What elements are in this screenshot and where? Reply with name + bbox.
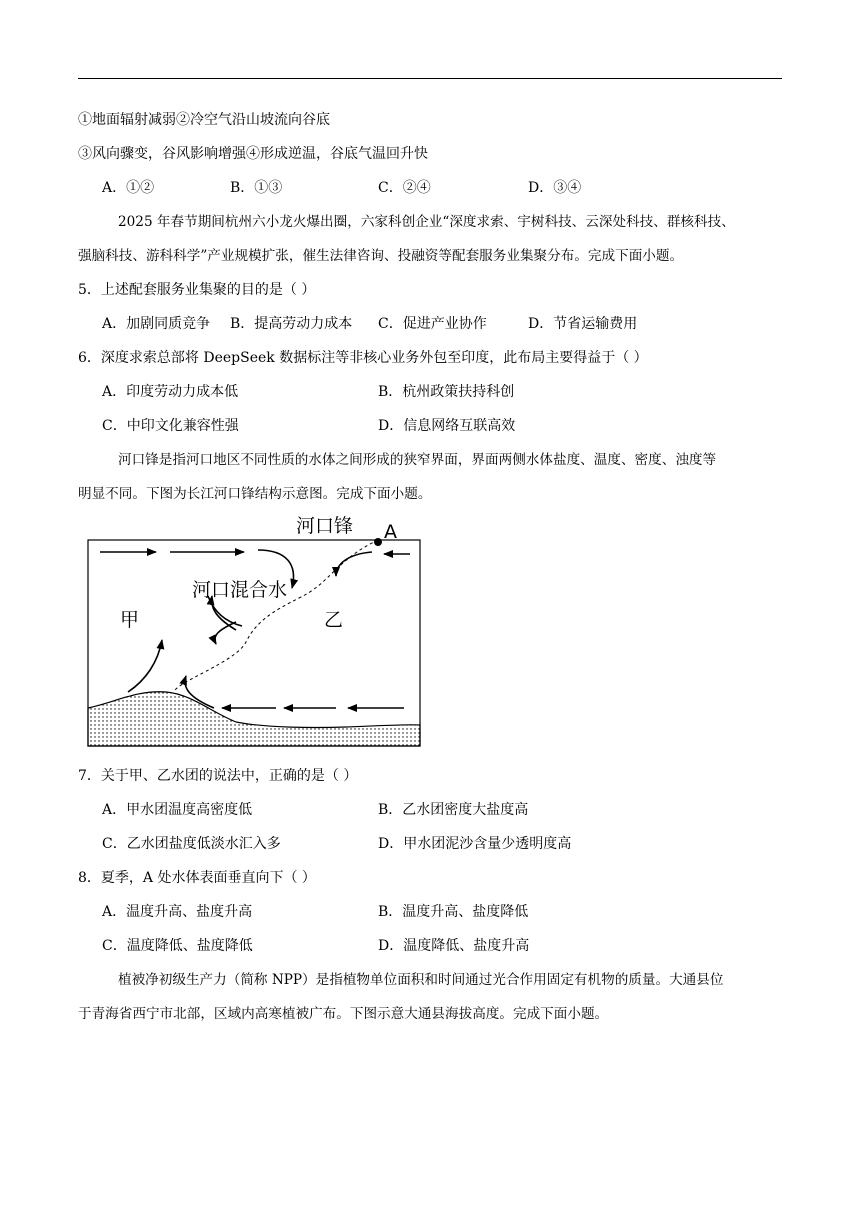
estuary-front-diagram <box>86 512 426 752</box>
q6-option-b[interactable]: B．杭州政策扶持科创 <box>378 384 515 400</box>
q6-option-d[interactable]: D．信息网络互联高效 <box>378 418 516 434</box>
q8-stem: 8．夏季，A 处水体表面垂直向下（ ） <box>78 870 316 886</box>
seabed-sediment <box>88 692 420 746</box>
q4-option-c[interactable]: C．②④ <box>378 180 431 196</box>
intro1-line-2: 强脑科技、游科科学”产业规模扩张，催生法律咨询、投融资等配套服务业集聚分布。完成下面小题。 <box>78 248 684 264</box>
flow-arrow-mix-up <box>212 596 236 630</box>
q8-option-c[interactable]: C．温度降低、盐度降低 <box>102 938 253 954</box>
q8-option-a[interactable]: A．温度升高、盐度升高 <box>102 904 253 920</box>
q7-option-d[interactable]: D．甲水团泥沙含量少透明度高 <box>378 836 572 852</box>
intro2-line-1: 河口锋是指河口地区不同性质的水体之间形成的狭窄界面，界面两侧水体盐度、温度、密度、浊度等 <box>118 452 717 468</box>
intro2-line-2: 明显不同。下图为长江河口锋结构示意图。完成下面小题。 <box>78 486 432 502</box>
q6-option-c[interactable]: C．中印文化兼容性强 <box>102 418 239 434</box>
label-estuary-front: 河口锋 <box>296 515 354 537</box>
header-rule <box>78 78 782 79</box>
label-water-mass-yi: 乙 <box>324 609 344 631</box>
label-mixed-water: 河口混合水 <box>192 579 288 601</box>
q5-option-a[interactable]: A．加剧同质竞争 <box>102 316 211 332</box>
q6-stem: 6．深度求索总部将 DeepSeek 数据标注等非核心业务外包至印度，此布局主要得益于（ ） <box>78 350 648 366</box>
q4-option-d[interactable]: D．③④ <box>528 180 582 196</box>
q7-option-b[interactable]: B．乙水团密度大盐度高 <box>378 802 529 818</box>
q5-option-b[interactable]: B．提高劳动力成本 <box>230 316 353 332</box>
q5-option-c[interactable]: C．促进产业协作 <box>378 316 487 332</box>
q7-option-c[interactable]: C．乙水团盐度低淡水汇入多 <box>102 836 281 852</box>
q6-option-a[interactable]: A．印度劳动力成本低 <box>102 384 239 400</box>
q4-statement-line-2: ③风向骤变，谷风影响增强④形成逆温，谷底气温回升快 <box>78 146 428 162</box>
point-a-marker <box>374 538 382 546</box>
q4-option-a[interactable]: A．①② <box>102 180 155 196</box>
flow-arrow-right-curve <box>336 552 372 576</box>
intro3-line-1: 植被净初级生产力（简称 NPP）是指植物单位面积和时间通过光合作用固定有机物的质量。大通县位 <box>118 972 724 988</box>
q5-option-d[interactable]: D．节省运输费用 <box>528 316 638 332</box>
intro1-line-1: 2025 年春节期间杭州六小龙火爆出圈，六家科创企业“深度求索、宇树科技、云深处科技、群核科技、 <box>118 214 735 230</box>
q5-stem: 5．上述配套服务业集聚的目的是（ ） <box>78 282 316 298</box>
label-point-a: A <box>384 521 397 543</box>
label-water-mass-jia: 甲 <box>120 609 140 631</box>
intro3-line-2: 于青海省西宁市北部，区域内高寒植被广布。下图示意大通县海拔高度。完成下面小题。 <box>78 1006 609 1022</box>
q7-stem: 7．关于甲、乙水团的说法中，正确的是（ ） <box>78 768 358 784</box>
estuary-front-line <box>174 540 378 692</box>
flow-arrow-left-up <box>128 640 162 692</box>
q8-option-b[interactable]: B．温度升高、盐度降低 <box>378 904 529 920</box>
q8-option-d[interactable]: D．温度降低、盐度升高 <box>378 938 530 954</box>
q7-option-a[interactable]: A．甲水团温度高密度低 <box>102 802 253 818</box>
q4-option-b[interactable]: B．①③ <box>230 180 283 196</box>
q4-statement-line-1: ①地面辐射减弱②冷空气沿山坡流向谷底 <box>78 112 330 128</box>
flow-arrow-mix-lower <box>215 622 236 644</box>
